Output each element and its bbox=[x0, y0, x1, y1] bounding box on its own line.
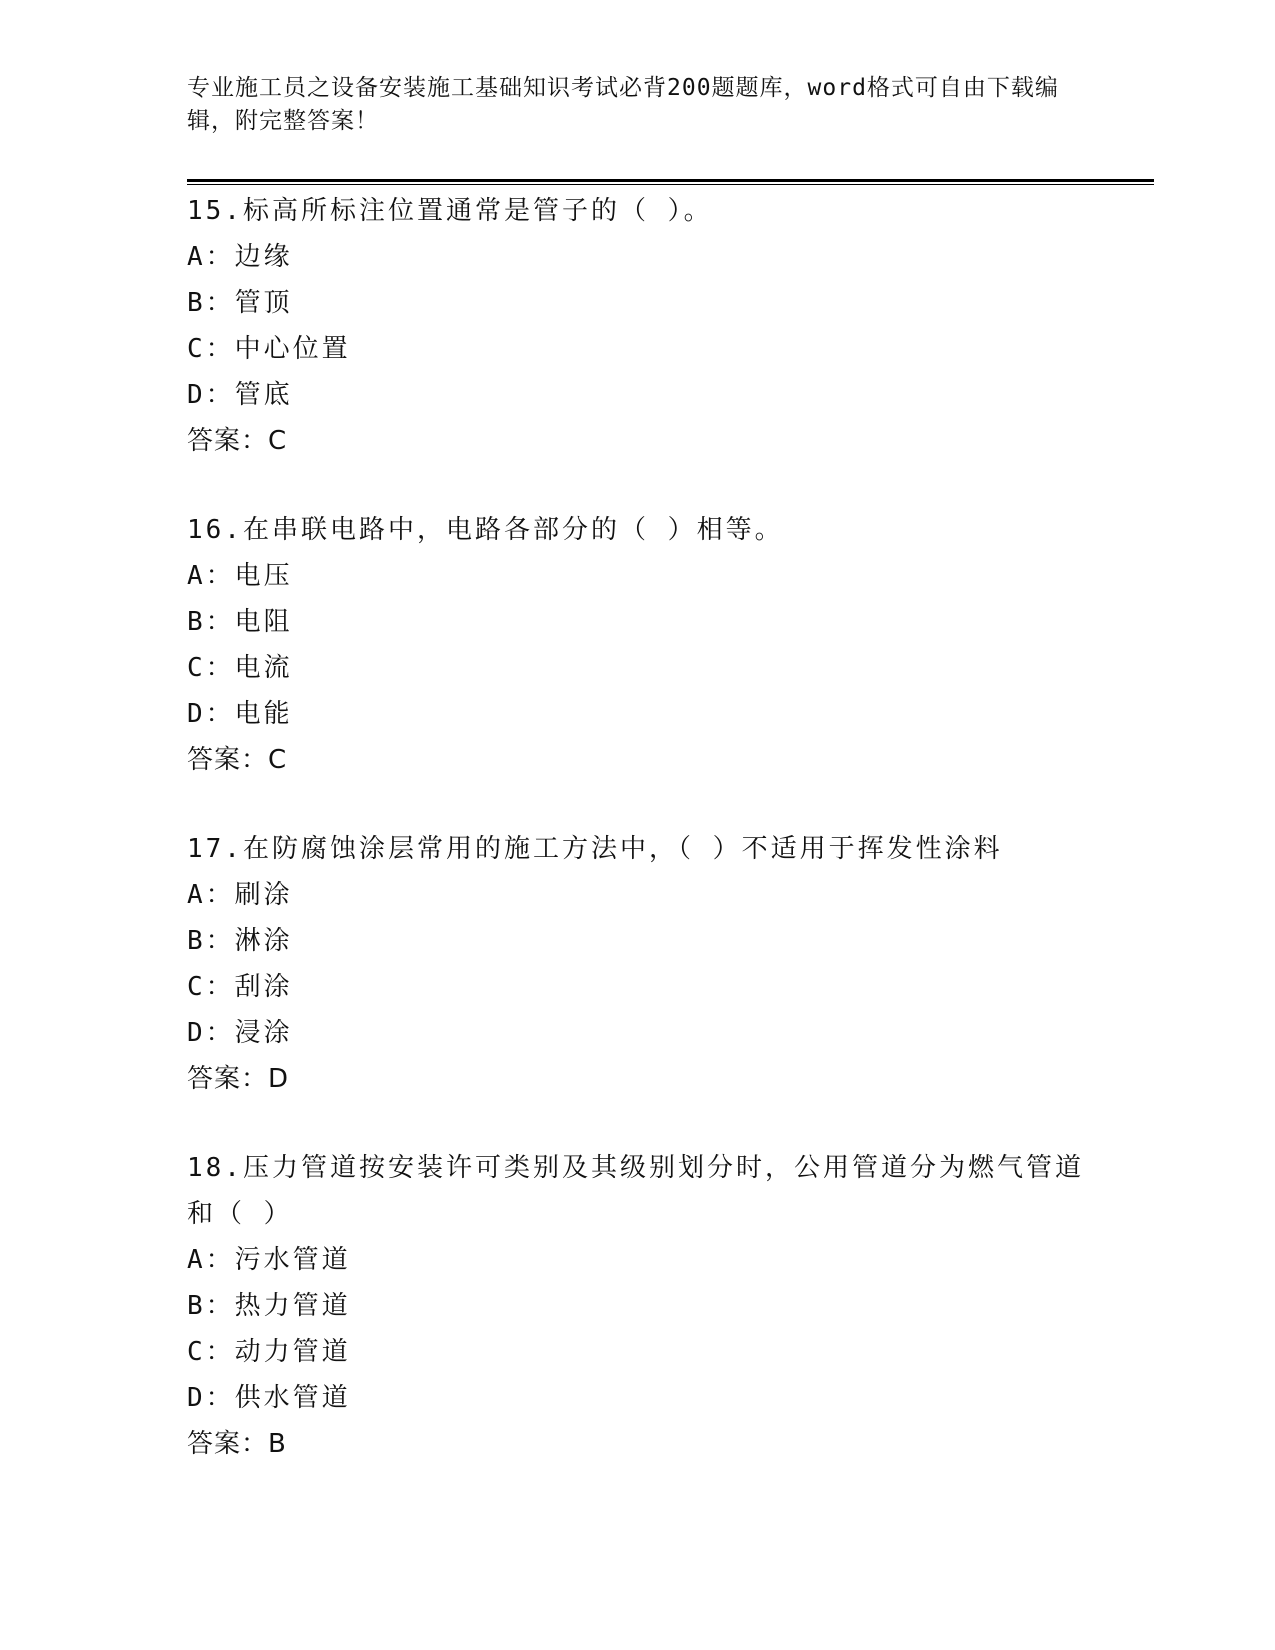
option-c: C：中心位置 bbox=[187, 334, 351, 364]
question-stem: 15.标高所标注位置通常是管子的（ ）。 bbox=[187, 196, 713, 226]
question-block bbox=[187, 188, 1087, 464]
option-d: D：电能 bbox=[187, 699, 293, 729]
answer-line: 答案：C bbox=[187, 426, 288, 456]
option-c: C：动力管道 bbox=[187, 1337, 351, 1367]
option-a: A：电压 bbox=[187, 561, 293, 591]
document-header: 专业施工员之设备安装施工基础知识考试必背200题题库，word格式可自由下载编辑，附完整答案！ bbox=[187, 75, 1059, 134]
option-a: A：边缘 bbox=[187, 242, 293, 272]
option-b: B：热力管道 bbox=[187, 1291, 351, 1321]
option-c: C：电流 bbox=[187, 653, 293, 683]
question-stem: 16.在串联电路中，电路各部分的（ ）相等。 bbox=[187, 515, 784, 545]
question-stem: 18.压力管道按安装许可类别及其级别划分时，公用管道分为燃气管道和（ ） bbox=[187, 1153, 1084, 1229]
option-b: B：管顶 bbox=[187, 288, 293, 318]
option-b: B：电阻 bbox=[187, 607, 293, 637]
answer-line: 答案：D bbox=[187, 1064, 290, 1094]
question-stem: 17.在防腐蚀涂层常用的施工方法中，（ ）不适用于挥发性涂料 bbox=[187, 834, 1003, 864]
option-a: A：污水管道 bbox=[187, 1245, 351, 1275]
question-block bbox=[187, 1145, 1087, 1467]
header-rule-thick bbox=[187, 179, 1154, 182]
question-block bbox=[187, 826, 1087, 1102]
option-d: D：供水管道 bbox=[187, 1383, 351, 1413]
option-a: A：刷涂 bbox=[187, 880, 293, 910]
option-d: D：管底 bbox=[187, 380, 293, 410]
answer-line: 答案：C bbox=[187, 745, 288, 775]
option-d: D：浸涂 bbox=[187, 1018, 293, 1048]
question-block bbox=[187, 507, 1087, 783]
option-c: C：刮涂 bbox=[187, 972, 293, 1002]
header-rule-thin bbox=[187, 184, 1154, 185]
option-b: B：淋涂 bbox=[187, 926, 293, 956]
answer-line: 答案：B bbox=[187, 1429, 287, 1459]
